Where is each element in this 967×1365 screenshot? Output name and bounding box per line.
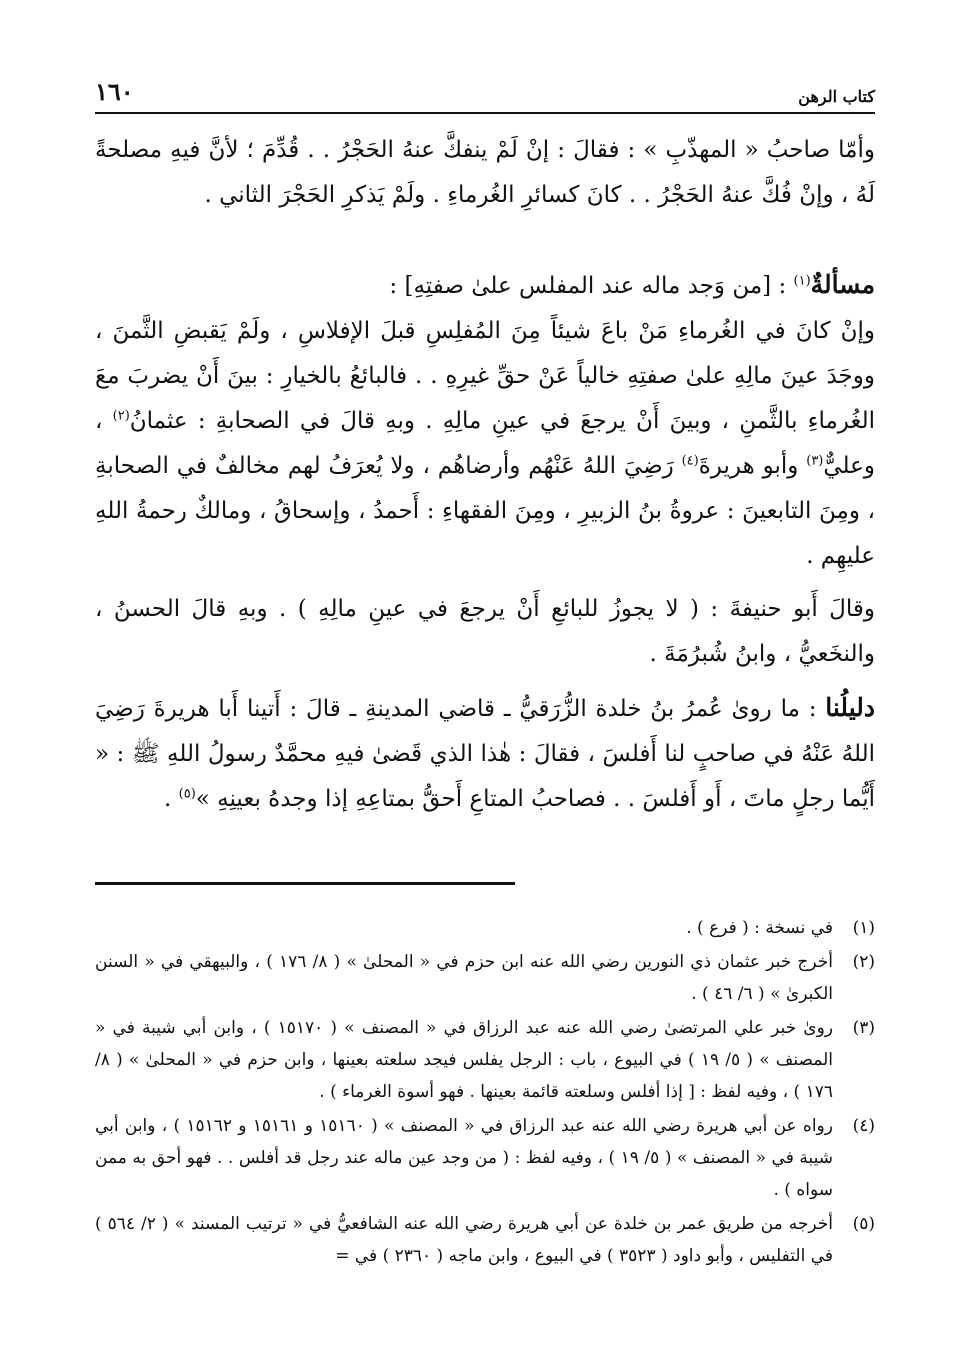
footnote-number: (٢) xyxy=(852,952,875,972)
footnote-text: أخرج خبر عثمان ذي النورين رضي الله عنه ابن حزم في « المحلىٰ » ( ٨/ ١٧٦ ) ، والبيهقي في « السنن الكبرىٰ » ( ٦/ ٤٦ ) . xyxy=(95,952,834,1004)
footnote-text: رواه عن أبي هريرة رضي الله عنه عبد الرزاق في « المصنف » ( ١٥١٦٠ و ١٥١٦١ و ١٥١٦٢ ) ، وابن أبي شيبة في « المصنف » ( ٥/ ١٩ ) ، وفيه لفظ : ( من وجد عين ماله عند رجل قد أفلس . . فهو أحق به ممن سواه ) . xyxy=(95,1116,833,1200)
paragraph-text: وإنْ كانَ في الغُرماءِ مَنْ باعَ شيئاً مِنَ المُفلِسِ قبلَ الإفلاسِ ، ولَمْ يَقبضِ الثَّمنَ ، ووجَدَ عينَ مالِهِ علىٰ صفتِهِ خالياً عَنْ حقِّ غيرِهِ . . فالبائعُ بالخيارِ : بينَ أَنْ يضربَ معَ الغُرماءِ بالثَّمنِ ، وبينَ أَنْ يرجعَ في عينِ مالِهِ . وبهِ قالَ في الصحابةِ : عثمانُ xyxy=(95,318,875,434)
main-text xyxy=(95,126,875,822)
paragraph-abu-hanifa: وقالَ أَبو حنيفةَ : ( لا يجوزُ للبائعِ أَنْ يرجعَ في عينِ مالِهِ ) . وبهِ قالَ الحسنُ ، والنخَعيُّ ، وابنُ شُبرُمَةَ . xyxy=(95,596,875,667)
paragraph-evidence xyxy=(95,685,875,822)
footnote-number: (٤) xyxy=(852,1116,875,1136)
paragraph-text: ، وعليٌّ xyxy=(95,408,875,479)
masala-title: : [من وَجد ماله عند المفلس علىٰ صفتِهِ] : xyxy=(389,273,794,299)
evidence-text: : ما روىٰ عُمرُ بنُ خلدة الزُّرَقيُّ ـ قاضي المدينةِ ـ قالَ : أَتينا أَبا هريرةَ رَضِيَ اللهُ عَنْهُ في صاحبٍ لنا أَفلسَ ، فقالَ : هٰذا الذي قَضىٰ فيهِ محمَّدٌ رسولُ اللهِ ﷺ : « أَيُّما رجلٍ ماتَ ، أَو أَفلسَ . . فصاحبُ المتاعِ أَحقُّ بمتاعِهِ إذا وجدهُ بعينِهِ » xyxy=(95,696,875,812)
footnote-number: (١) xyxy=(852,918,875,938)
footnote-number: (٥) xyxy=(852,1214,875,1234)
footnote-item xyxy=(95,1012,875,1108)
footnote-item xyxy=(95,1208,875,1272)
paragraph-text: رَضِيَ اللهُ عَنْهُم وأرضاهُم ، ولا يُعرَفُ لهم مخالفٌ في الصحابةِ ، ومِنَ التابعينَ : عروةُ بنُ الزبيرِ ، ومِنَ الفقهاءِ : أَحمدُ ، وإسحاقُ ، ومالكٌ رحمةُ اللهِ عليهِم . xyxy=(95,453,875,569)
footnote-number: (٣) xyxy=(852,1018,875,1038)
footnote-text: روىٰ خبر علي المرتضىٰ رضي الله عنه عبد الرزاق في « المصنف » ( ١٥١٧٠ ) ، وابن أبي شيبة في « المصنف » ( ٥/ ١٩ ) في البيوع ، باب : الرجل يفلس فيجد سلعته بعينها ، وابن حزم في « المحلىٰ » ( ٨/ ١٧٦ ) ، وفيه لفظ : [ إذا أفلس وسلعته قائمة بعينها . فهو أسوة الغرماء ) . xyxy=(95,1018,833,1102)
masala-heading xyxy=(95,262,875,309)
masala-label: مسألةٌ xyxy=(810,270,875,299)
book-title: كتاب الرهن xyxy=(798,87,875,106)
footnote-ref-3: (٣) xyxy=(806,453,824,469)
paragraph-mahdhab: وأمّا صاحبُ « المهذّبِ » : فقالَ : إنْ لَمْ ينفكَّ عنهُ الحَجْرُ . . قُدِّمَ ؛ لأنَّ فيهِ مصلحةً لَهُ ، وإنْ فُكَّ عنهُ الحَجْرُ . . كانَ كسائرِ الغُرماءِ . ولَمْ يَذكرِ الحَجْرَ الثاني . xyxy=(95,137,875,208)
footnote-divider xyxy=(95,882,515,885)
footnote-item xyxy=(95,1110,875,1206)
footnote-item xyxy=(95,912,875,944)
footnote-text: أخرجه من طريق عمر بن خلدة عن أبي هريرة رضي الله عنه الشافعيُّ في « ترتيب المسند » ( ٢/ ٥٦٤ ) في التفليس ، وأبو داود ( ٣٥٢٣ ) في البيوع ، وابن ماجه ( ٢٣٦٠ ) في = xyxy=(95,1214,833,1266)
evidence-end: . xyxy=(164,786,179,812)
footnote-ref-2: (٢) xyxy=(112,408,130,424)
page-number: ١٦٠ xyxy=(95,77,134,106)
paragraph-seller-option xyxy=(95,309,875,579)
header-divider xyxy=(95,112,875,114)
footnote-ref-4: (٤) xyxy=(681,453,699,469)
footnote-ref-5: (٥) xyxy=(178,786,196,802)
paragraph-text: وأبو هريرةَ xyxy=(698,453,807,479)
footnote-item xyxy=(95,946,875,1010)
evidence-label: دليلُنا xyxy=(825,693,875,722)
page-header xyxy=(95,76,875,106)
footnotes xyxy=(95,912,875,1274)
footnote-ref-1: (١) xyxy=(793,273,811,289)
footnote-text: في نسخة : ( فرع ) . xyxy=(686,918,833,938)
